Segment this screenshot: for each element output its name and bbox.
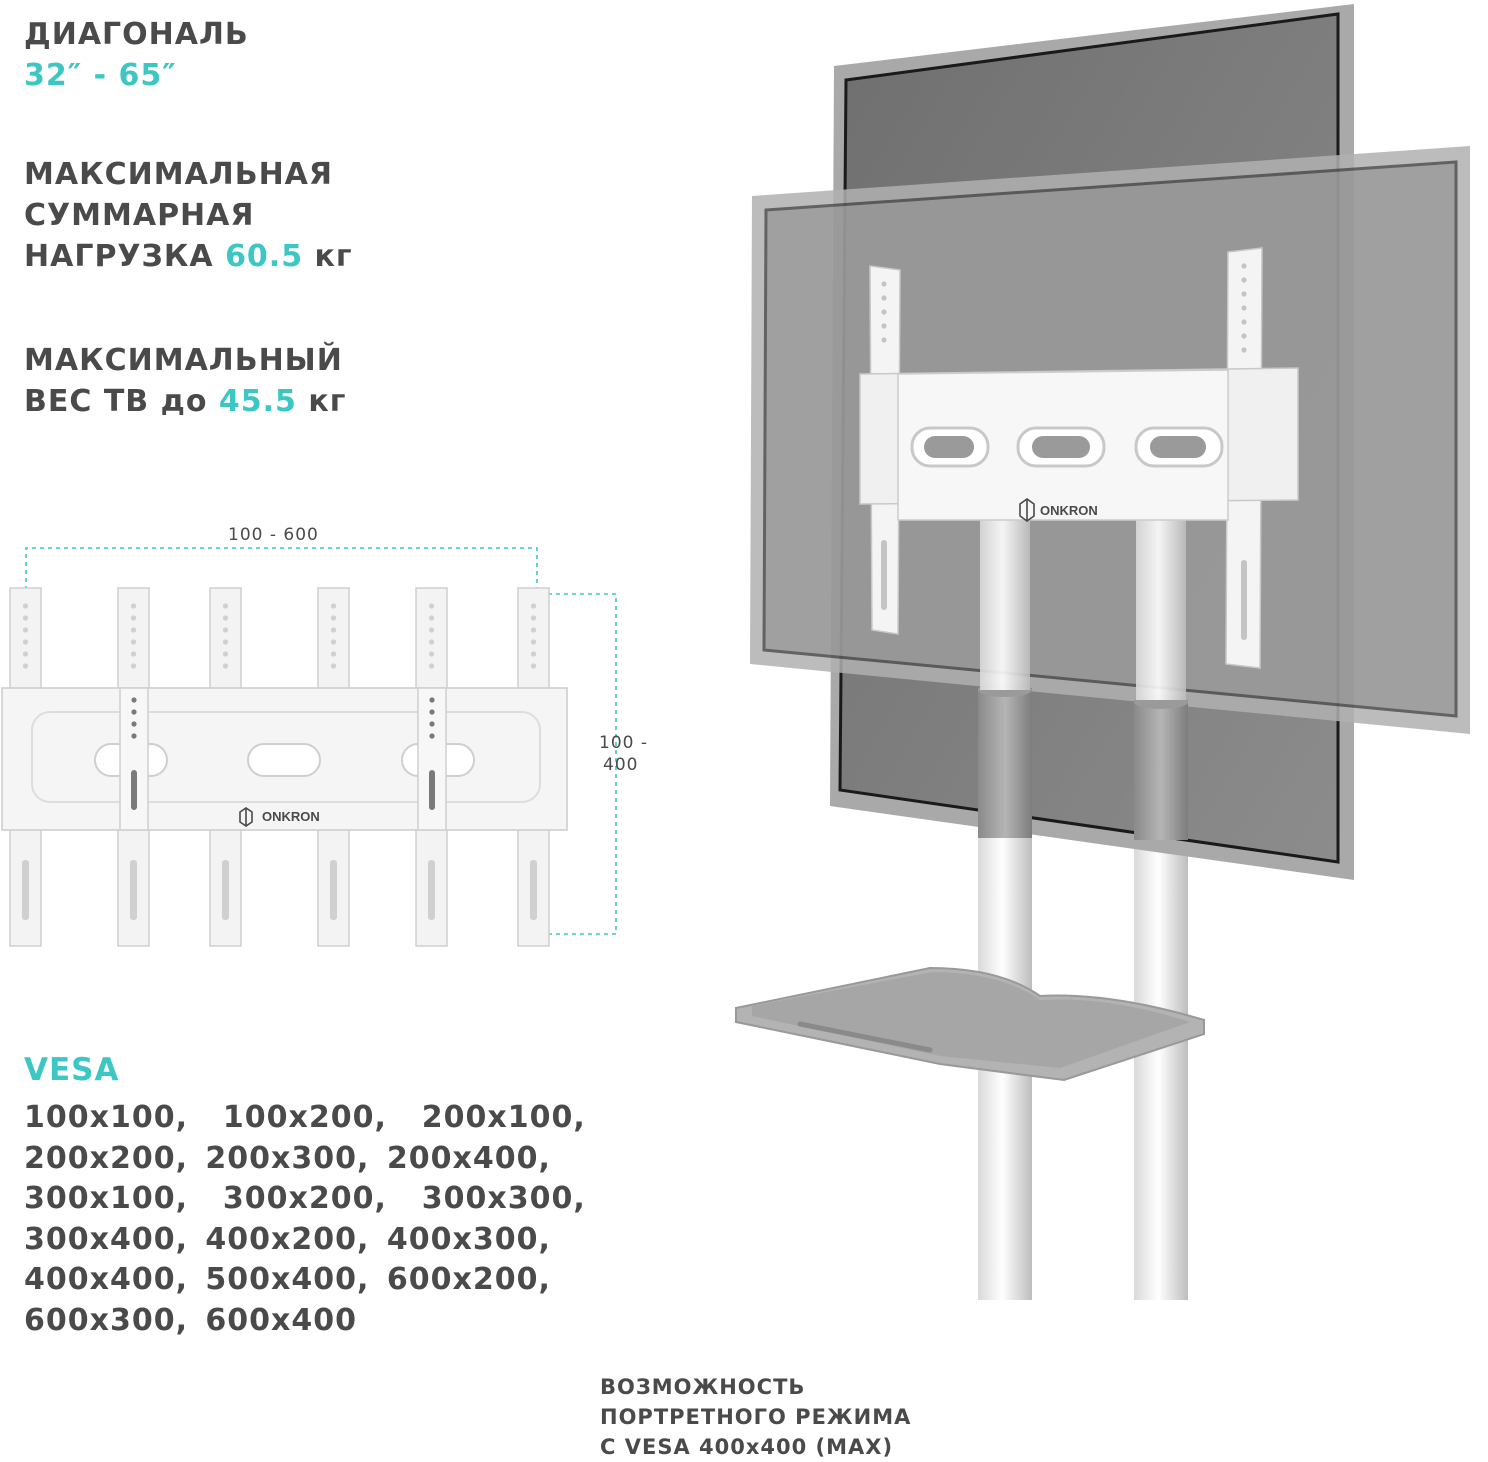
diagonal-value: 32″ - 65″	[24, 58, 177, 93]
horizontal-dimension: 100 - 600	[228, 525, 319, 545]
vesa-line: 400x400, 500x400, 600x200,	[24, 1262, 551, 1297]
vertical-dimension-line2: 400	[603, 755, 639, 775]
diagonal-label: ДИАГОНАЛЬ	[24, 17, 249, 52]
stand-logo-text: ONKRON	[1040, 503, 1098, 518]
portrait-mode-note	[600, 1372, 911, 1462]
tv-stand	[736, 4, 1470, 1300]
stand-shelf	[736, 968, 1204, 1080]
vesa-line: 200x200, 200x300, 200x400,	[24, 1140, 551, 1176]
tv-weight-prefix: ВЕС ТВ до	[24, 384, 219, 419]
total-load-unit: кг	[303, 239, 353, 274]
tv-weight-unit: кг	[296, 384, 347, 419]
vertical-dimension-line1: 100 -	[599, 733, 648, 753]
tv-weight-line1: МАКСИМАЛЬНЫЙ	[24, 343, 343, 378]
vesa-line: 300x100, 300x200, 300x300,	[24, 1181, 586, 1216]
vesa-list	[24, 1098, 584, 1341]
total-load-prefix: НАГРУЗКА	[24, 239, 226, 274]
total-load-line1: МАКСИМАЛЬНАЯ	[24, 157, 333, 192]
onkron-logo-text: ONKRON	[262, 809, 320, 824]
vesa-title: VESA	[24, 1052, 120, 1088]
vesa-diagram	[2, 525, 648, 946]
vesa-line: 300x400, 400x200, 400x300,	[24, 1221, 551, 1257]
portrait-line2: ПОРТРЕТНОГО РЕЖИМА	[600, 1405, 912, 1429]
portrait-line3: С VESA 400x400 (MAX)	[600, 1435, 894, 1459]
total-load-line2: СУММАРНАЯ	[24, 198, 255, 233]
plate-slots	[95, 744, 474, 776]
total-load-value: 60.5	[225, 239, 304, 274]
tv-weight-value: 45.5	[218, 384, 297, 419]
vesa-line: 600x300, 600x400	[24, 1302, 358, 1338]
vesa-line: 100x100, 100x200, 200x100,	[24, 1100, 586, 1135]
portrait-line1: ВОЗМОЖНОСТЬ	[600, 1375, 806, 1399]
